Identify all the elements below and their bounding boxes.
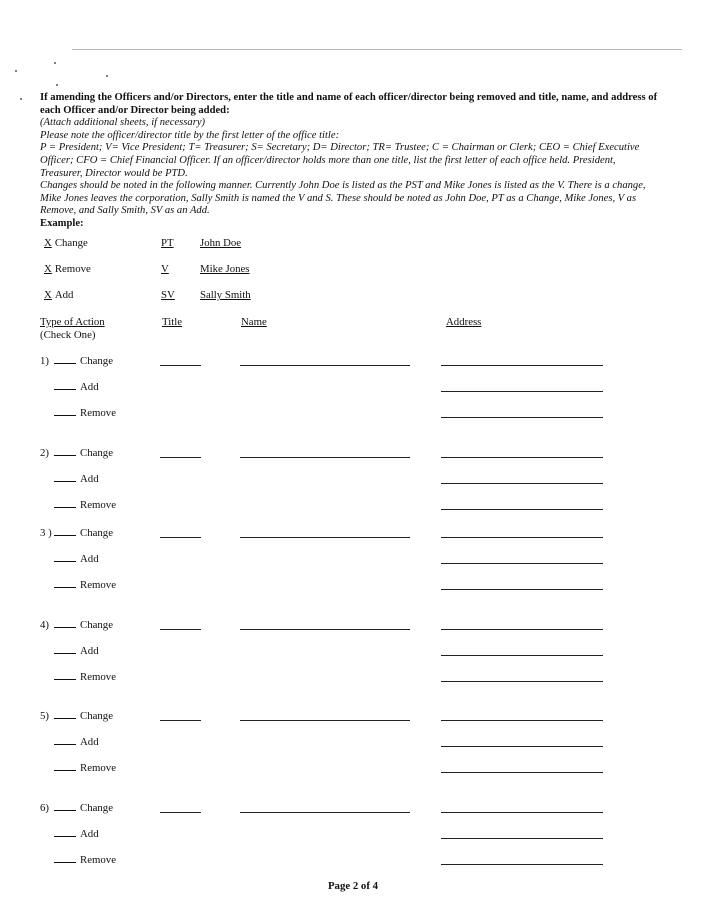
check-blank[interactable]	[54, 406, 76, 416]
entry-action-change	[54, 709, 113, 723]
change-instructions: Changes should be noted in the following manner. Currently John Doe is listed as the PST and Mike Jones is listed as the V. There is a change, Mike Jones leaves the corporation, Sally Smith is named the V and S. These should be noted as John Doe, PT as a Change, Mike Jones, V as Remove, and Sally Smith, SV as an Add.	[40, 180, 646, 217]
header-check-one: (Check One)	[40, 329, 96, 341]
entry-action-remove	[54, 498, 116, 512]
scan-speck	[15, 70, 17, 72]
example-action-label: Remove	[54, 263, 91, 275]
header-name: Name	[241, 316, 267, 328]
example-mark: X	[44, 263, 52, 275]
address-field[interactable]	[441, 537, 603, 538]
entry-number: 4)	[40, 619, 49, 631]
check-blank[interactable]	[54, 354, 76, 364]
name-field[interactable]	[240, 365, 410, 366]
example-action-label: Add	[54, 289, 74, 301]
scan-speck	[54, 62, 56, 64]
scan-speck	[56, 84, 58, 86]
action-label: Remove	[80, 854, 116, 866]
entry-action-change	[54, 801, 113, 815]
header-address: Address	[446, 316, 482, 328]
action-label: Remove	[80, 579, 116, 591]
example-name: Mike Jones	[200, 263, 250, 275]
address-field[interactable]	[441, 391, 603, 392]
action-label: Change	[80, 802, 113, 814]
scan-speck	[20, 98, 22, 100]
action-label: Change	[80, 619, 113, 631]
page-number: Page 2 of 4	[327, 880, 379, 892]
title-field[interactable]	[160, 537, 201, 538]
check-blank[interactable]	[54, 735, 76, 745]
check-blank[interactable]	[54, 526, 76, 536]
entry-action-change	[54, 526, 113, 540]
top-rule	[72, 49, 682, 50]
check-blank[interactable]	[54, 446, 76, 456]
address-field[interactable]	[441, 772, 603, 773]
entry-number: 3 )	[40, 527, 52, 539]
attach-note: (Attach additional sheets, if necessary)	[40, 117, 206, 129]
title-codes: P = President; V= Vice President; T= Treasurer; S= Secretary; D= Director; TR= Trustee; C = Chairman or Clerk; CEO = Chief Executive Officer; CFO = Chief Financial Officer. If an officer/director holds more than one title, list the first letter of each office held. President, Treasurer, Director would be PTD.	[40, 142, 640, 179]
title-field[interactable]	[160, 457, 201, 458]
check-blank[interactable]	[54, 380, 76, 390]
example-title: SV	[161, 289, 175, 301]
action-label: Change	[80, 527, 113, 539]
instructions-block	[40, 92, 660, 231]
address-field[interactable]	[441, 655, 603, 656]
entry-number: 6)	[40, 802, 49, 814]
check-blank[interactable]	[54, 618, 76, 628]
check-blank[interactable]	[54, 853, 76, 863]
address-field[interactable]	[441, 417, 603, 418]
name-field[interactable]	[240, 812, 410, 813]
action-label: Remove	[80, 671, 116, 683]
entry-action-change	[54, 354, 113, 368]
example-title: PT	[161, 237, 174, 249]
check-blank[interactable]	[54, 578, 76, 588]
address-field[interactable]	[441, 720, 603, 721]
title-field[interactable]	[160, 365, 201, 366]
entry-action-add	[54, 472, 99, 486]
entry-action-change	[54, 618, 113, 632]
address-field[interactable]	[441, 457, 603, 458]
example-action-label: Change	[54, 237, 88, 249]
check-blank[interactable]	[54, 761, 76, 771]
title-field[interactable]	[160, 720, 201, 721]
entry-number: 1)	[40, 355, 49, 367]
action-label: Change	[80, 355, 113, 367]
action-label: Add	[80, 381, 99, 393]
action-label: Add	[80, 645, 99, 657]
address-field[interactable]	[441, 509, 603, 510]
address-field[interactable]	[441, 365, 603, 366]
check-blank[interactable]	[54, 472, 76, 482]
check-blank[interactable]	[54, 498, 76, 508]
entry-action-add	[54, 827, 99, 841]
entry-action-change	[54, 446, 113, 460]
name-field[interactable]	[240, 457, 410, 458]
example-label: Example:	[40, 217, 84, 229]
entry-action-add	[54, 644, 99, 658]
name-field[interactable]	[240, 720, 410, 721]
action-label: Change	[80, 710, 113, 722]
title-field[interactable]	[160, 812, 201, 813]
action-label: Change	[80, 447, 113, 459]
action-label: Remove	[80, 407, 116, 419]
name-field[interactable]	[240, 537, 410, 538]
entry-action-add	[54, 380, 99, 394]
address-field[interactable]	[441, 838, 603, 839]
name-field[interactable]	[240, 629, 410, 630]
example-action	[44, 288, 73, 302]
entry-action-remove	[54, 761, 116, 775]
action-label: Add	[80, 553, 99, 565]
action-label: Remove	[80, 499, 116, 511]
example-mark: X	[44, 289, 52, 301]
example-name: John Doe	[200, 237, 242, 249]
check-blank[interactable]	[54, 670, 76, 680]
address-field[interactable]	[441, 864, 603, 865]
scan-speck	[106, 75, 108, 77]
address-field[interactable]	[441, 629, 603, 630]
check-blank[interactable]	[54, 801, 76, 811]
example-title: V	[161, 263, 169, 275]
entry-action-remove	[54, 853, 116, 867]
example-name: Sally Smith	[200, 289, 251, 301]
address-field[interactable]	[441, 746, 603, 747]
example-action	[44, 262, 91, 276]
address-field[interactable]	[441, 589, 603, 590]
action-label: Add	[80, 828, 99, 840]
example-mark: X	[44, 237, 52, 249]
header-type-of-action: Type of Action	[40, 316, 105, 328]
header-title: Title	[162, 316, 183, 328]
instructions-heading: If amending the Officers and/or Directors, enter the title and name of each officer/director being removed and title, name, and address of each Officer and/or Director being added:	[40, 92, 658, 116]
entry-action-add	[54, 552, 99, 566]
entry-action-remove	[54, 670, 116, 684]
check-blank[interactable]	[54, 709, 76, 719]
title-field[interactable]	[160, 629, 201, 630]
address-field[interactable]	[441, 483, 603, 484]
address-field[interactable]	[441, 563, 603, 564]
title-note: Please note the officer/director title by the first letter of the office title:	[40, 129, 340, 141]
check-blank[interactable]	[54, 552, 76, 562]
example-action	[44, 236, 88, 250]
address-field[interactable]	[441, 681, 603, 682]
action-label: Add	[80, 473, 99, 485]
action-label: Remove	[80, 762, 116, 774]
check-blank[interactable]	[54, 644, 76, 654]
check-blank[interactable]	[54, 827, 76, 837]
entry-number: 2)	[40, 447, 49, 459]
entry-number: 5)	[40, 710, 49, 722]
address-field[interactable]	[441, 812, 603, 813]
action-label: Add	[80, 736, 99, 748]
entry-action-remove	[54, 406, 116, 420]
entry-action-remove	[54, 578, 116, 592]
entry-action-add	[54, 735, 99, 749]
